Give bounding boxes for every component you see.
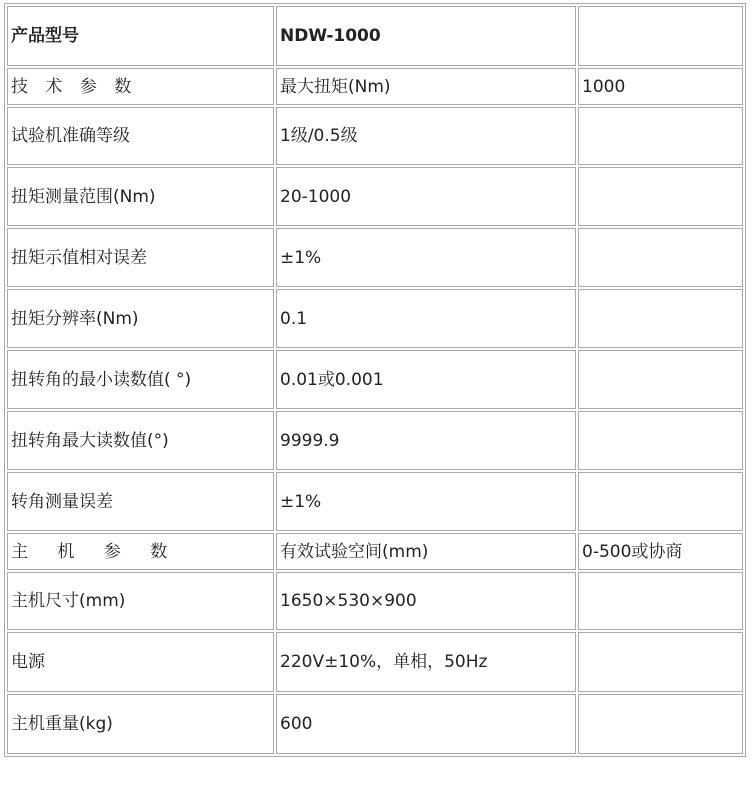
table-row: [7, 228, 743, 287]
cell-label: 试验机准确等级: [7, 107, 274, 165]
table-row-host-params: [7, 533, 743, 570]
table-row: [7, 472, 743, 531]
table-row: [7, 107, 743, 165]
cell-extra: 1000: [578, 68, 743, 105]
table-row-model: [7, 6, 743, 66]
cell-value: 1650×530×900: [276, 572, 576, 630]
table-row: [7, 350, 743, 409]
cell-value: 9999.9: [276, 411, 576, 470]
cell-extra: [578, 350, 743, 409]
cell-value: ±1%: [276, 472, 576, 531]
cell-label: 产品型号: [7, 6, 274, 66]
cell-value: NDW-1000: [276, 6, 576, 66]
cell-label: 扭转角最大读数值(°): [7, 411, 274, 470]
cell-label: 主 机 参 数: [7, 533, 274, 570]
table-row: [7, 289, 743, 348]
cell-extra: [578, 694, 743, 754]
cell-extra: [578, 411, 743, 470]
cell-value: 有效试验空间(mm): [276, 533, 576, 570]
table-row: [7, 167, 743, 226]
cell-extra: 0-500或协商: [578, 533, 743, 570]
cell-label: 扭矩示值相对误差: [7, 228, 274, 287]
cell-label: 电源: [7, 632, 274, 692]
table-row-tech-params: [7, 68, 743, 105]
cell-extra: [578, 632, 743, 692]
cell-value: 600: [276, 694, 576, 754]
cell-label: 转角测量误差: [7, 472, 274, 531]
cell-value: 0.01或0.001: [276, 350, 576, 409]
cell-extra: [578, 228, 743, 287]
cell-extra: [578, 289, 743, 348]
cell-value: 1级/0.5级: [276, 107, 576, 165]
cell-value: ±1%: [276, 228, 576, 287]
cell-label: 主机重量(kg): [7, 694, 274, 754]
cell-label: 扭矩测量范围(Nm): [7, 167, 274, 226]
spec-table: [4, 3, 746, 757]
table-row: [7, 632, 743, 692]
cell-extra: [578, 6, 743, 66]
table-row: [7, 694, 743, 754]
table-row: [7, 572, 743, 630]
cell-extra: [578, 572, 743, 630]
cell-label: 主机尺寸(mm): [7, 572, 274, 630]
cell-extra: [578, 107, 743, 165]
cell-value: 20-1000: [276, 167, 576, 226]
cell-extra: [578, 167, 743, 226]
cell-value: 0.1: [276, 289, 576, 348]
cell-extra: [578, 472, 743, 531]
cell-label: 技 术 参 数: [7, 68, 274, 105]
cell-value: 最大扭矩(Nm): [276, 68, 576, 105]
table-row: [7, 411, 743, 470]
cell-value: 220V±10%，单相，50Hz: [276, 632, 576, 692]
cell-label: 扭矩分辨率(Nm): [7, 289, 274, 348]
cell-label: 扭转角的最小读数值( °): [7, 350, 274, 409]
